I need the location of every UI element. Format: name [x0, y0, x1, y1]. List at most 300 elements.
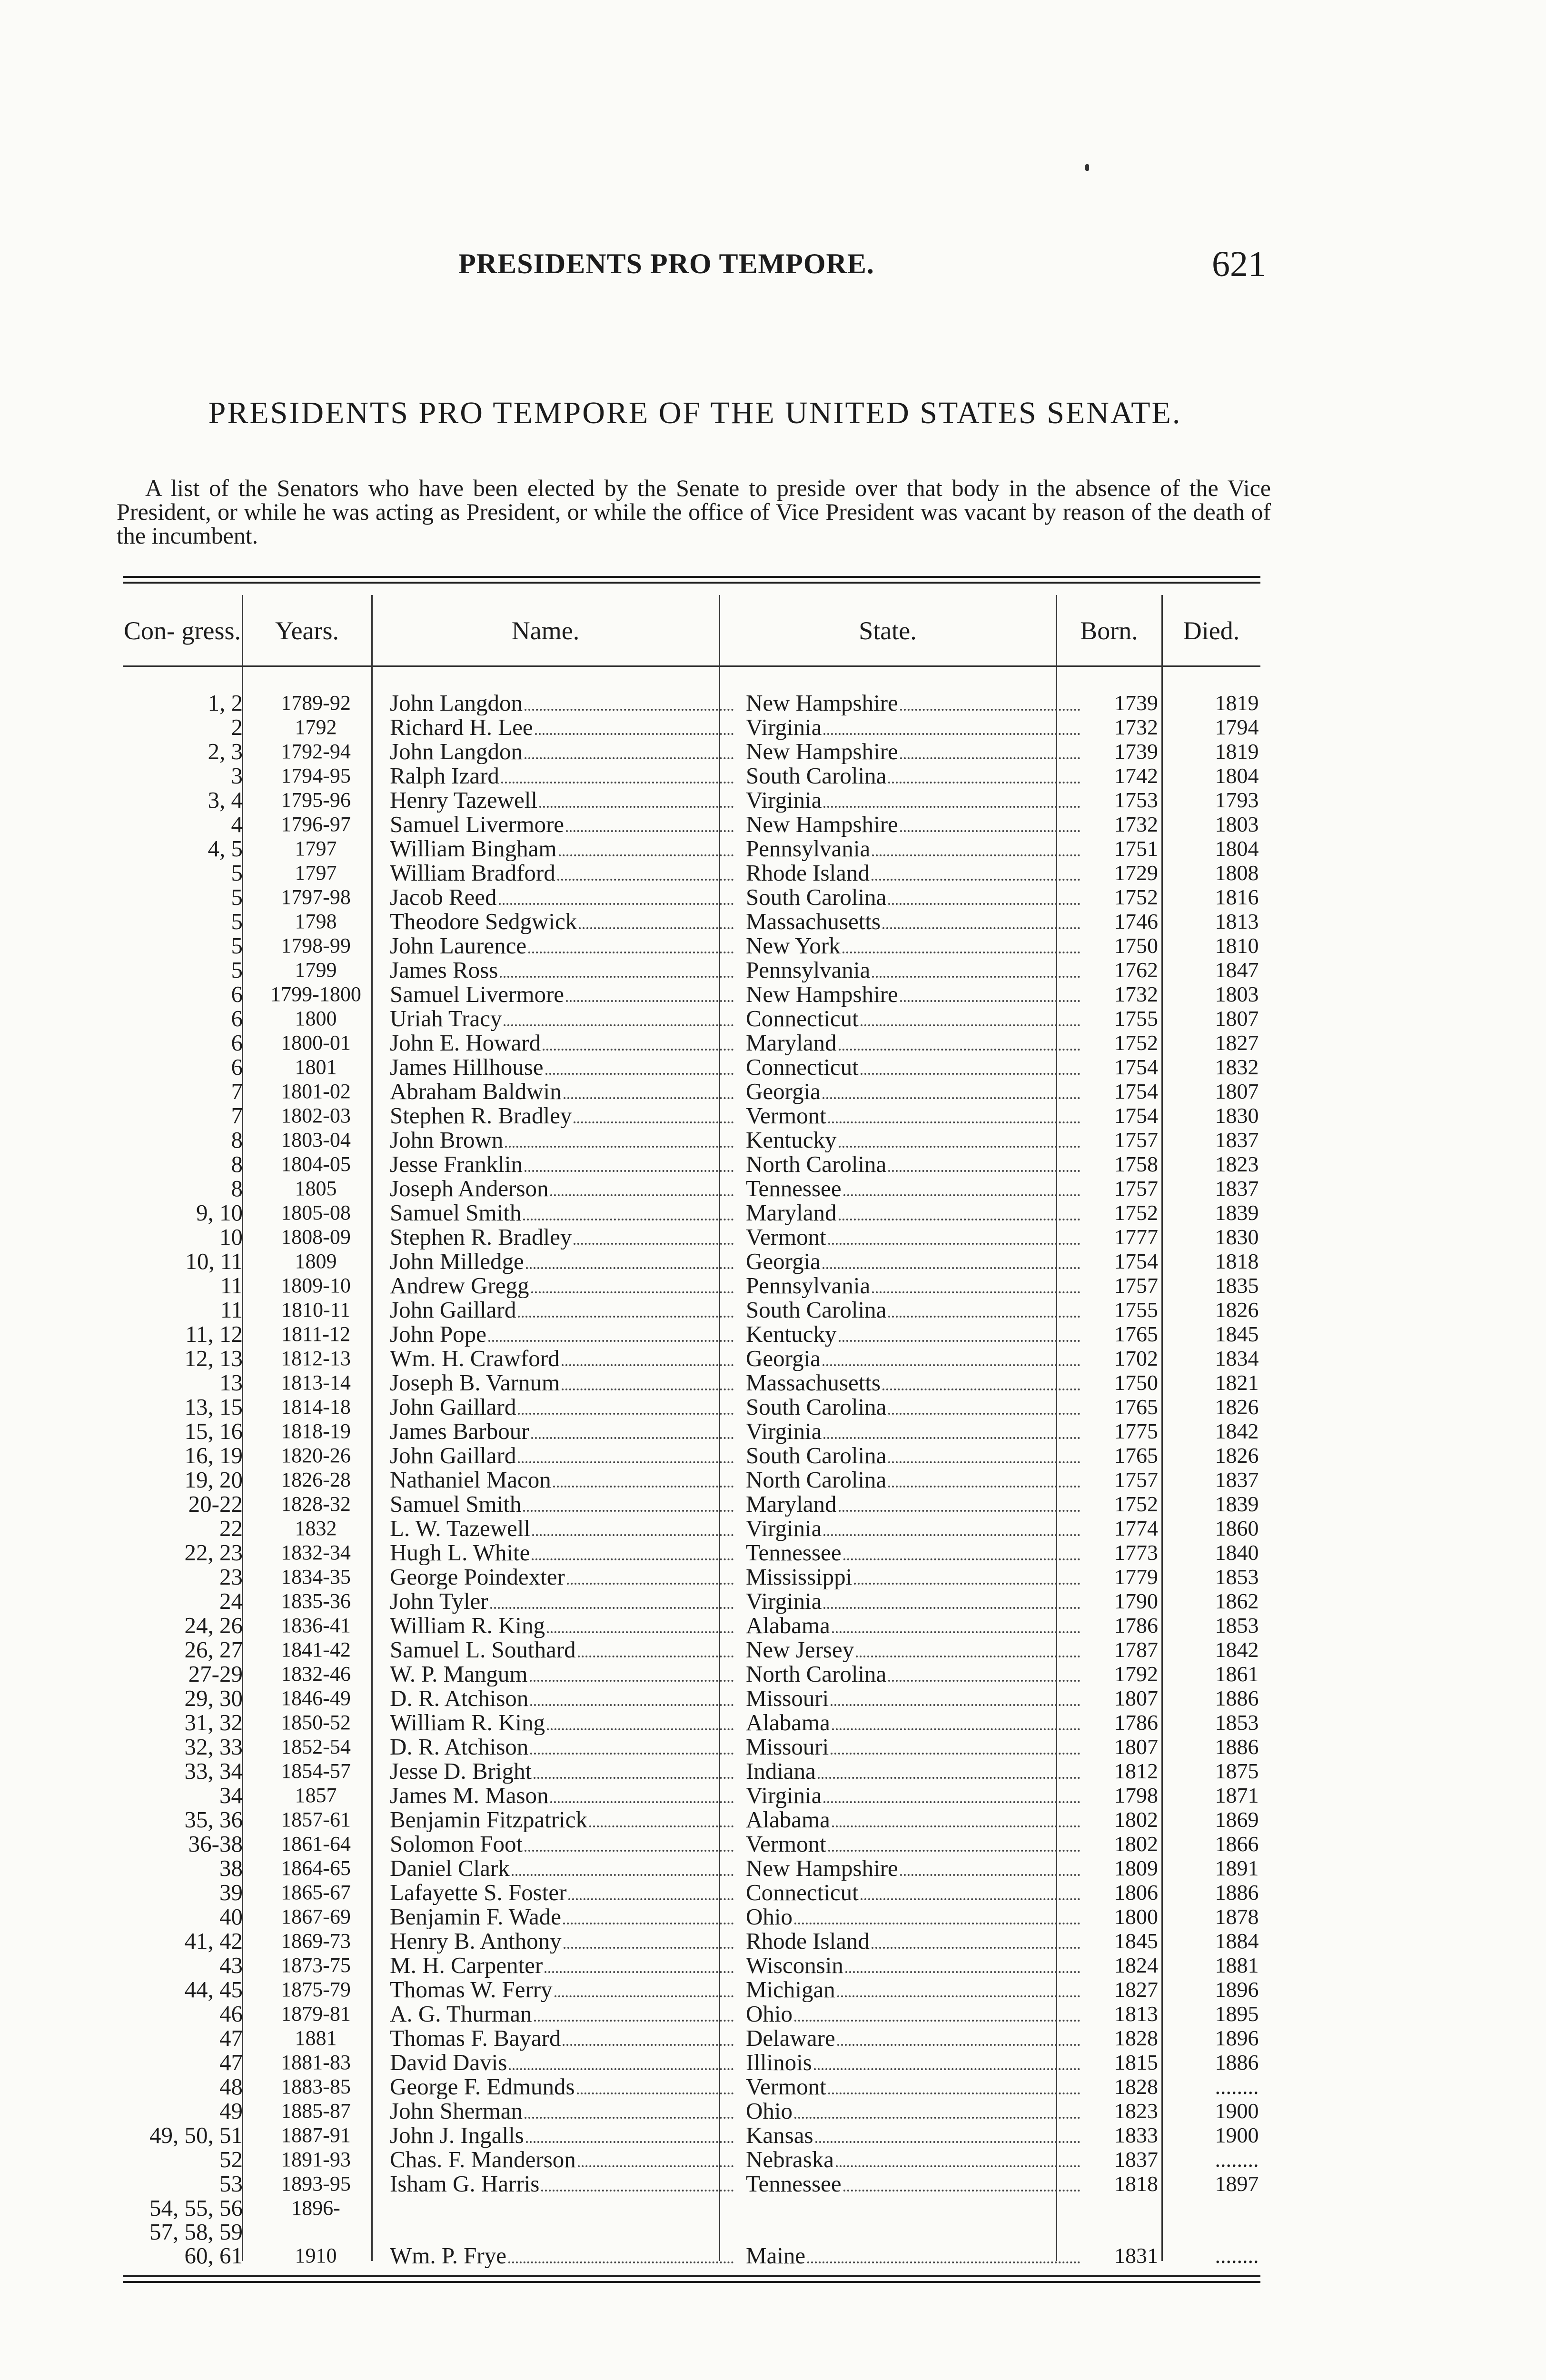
- state-cell: [737, 982, 1084, 1007]
- years-cell: 1805-08: [281, 1201, 351, 1224]
- years-cell: 1857-61: [281, 1808, 351, 1831]
- name-cell: [381, 1152, 737, 1177]
- table-row: [123, 1007, 1285, 1031]
- dot-leader: [888, 1680, 1080, 1682]
- years-cell: 1832: [295, 1517, 337, 1540]
- senator-name: John Sherman: [390, 2099, 523, 2123]
- congress-cell: 54, 55, 56: [149, 2196, 243, 2220]
- years-cell: 1835-36: [281, 1589, 351, 1613]
- senator-name: Abraham Baldwin: [390, 1080, 562, 1104]
- state-cell: [737, 1080, 1084, 1104]
- table-row: [123, 813, 1285, 837]
- dot-leader: [823, 1097, 1080, 1099]
- header-years: Years.: [275, 616, 339, 645]
- senator-name: James M. Mason: [390, 1784, 549, 1808]
- dot-leader: [518, 1413, 733, 1415]
- dot-leader: [815, 2141, 1080, 2143]
- table-row: [123, 2002, 1285, 2026]
- congress-cell: 5: [231, 958, 243, 982]
- congress-cell: 29, 30: [184, 1686, 243, 1711]
- born-cell: 1702: [1114, 1347, 1158, 1370]
- dot-leader: [861, 1024, 1080, 1026]
- years-cell: 1814-18: [281, 1395, 351, 1418]
- state-cell: [737, 1128, 1084, 1152]
- dot-leader: [512, 1874, 733, 1876]
- state-name: Vermont: [746, 2075, 826, 2099]
- died-cell: 1896: [1215, 2026, 1259, 2050]
- name-cell: [381, 1711, 737, 1735]
- senator-name: Joseph B. Varnum: [390, 1371, 560, 1395]
- dot-leader: [888, 1170, 1080, 1172]
- born-cell: 1828: [1114, 2075, 1158, 2099]
- state-name: South Carolina: [746, 764, 887, 788]
- state-name: Wisconsin: [746, 1954, 843, 1978]
- congress-cell: 8: [231, 1128, 243, 1152]
- table-row: [123, 1177, 1285, 1201]
- name-cell: [381, 1395, 737, 1419]
- dot-leader: [839, 1146, 1080, 1148]
- died-cell: 1862: [1215, 1589, 1259, 1613]
- state-cell: [737, 788, 1084, 813]
- born-cell: 1754: [1114, 1104, 1158, 1128]
- state-cell: [737, 1856, 1084, 1881]
- state-name: Kentucky: [746, 1322, 837, 1347]
- died-cell: 1896: [1215, 1978, 1259, 2002]
- state-name: Alabama: [746, 1808, 830, 1832]
- table-row: [123, 1444, 1285, 1468]
- dot-leader: [525, 2117, 733, 2119]
- table-row: [123, 1250, 1285, 1274]
- died-cell: 1832: [1215, 1055, 1259, 1079]
- congress-cell: 8: [231, 1177, 243, 1201]
- table-row: [123, 1152, 1285, 1177]
- name-cell: [381, 1735, 737, 1759]
- congress-cell: 47: [219, 2026, 243, 2051]
- years-cell: 1810-11: [281, 1298, 351, 1321]
- state-cell: [737, 2002, 1084, 2026]
- name-cell: [381, 1832, 737, 1856]
- years-cell: 1799-1800: [270, 982, 361, 1006]
- state-cell: [737, 1468, 1084, 1492]
- state-cell: [737, 1007, 1084, 1031]
- dot-leader: [888, 782, 1080, 783]
- top-rule: [123, 576, 1260, 578]
- born-cell: 1823: [1114, 2099, 1158, 2123]
- state-name: South Carolina: [746, 1444, 887, 1468]
- years-cell: 1804-05: [281, 1152, 351, 1176]
- congress-cell: 60, 61: [184, 2244, 243, 2268]
- table-row: [123, 1080, 1285, 1104]
- died-cell: [1189, 2196, 1285, 2220]
- name-cell: [381, 1444, 737, 1468]
- dot-leader: [872, 976, 1080, 978]
- senator-name: Andrew Gregg: [390, 1274, 529, 1298]
- state-cell: [737, 2026, 1084, 2051]
- born-cell: 1777: [1114, 1225, 1158, 1249]
- name-cell: [381, 1686, 737, 1711]
- state-name: Virginia: [746, 1784, 822, 1808]
- born-cell: 1757: [1114, 1274, 1158, 1298]
- years-cell: 1865-67: [281, 1881, 351, 1904]
- state-cell: [737, 1978, 1084, 2002]
- died-cell: 1845: [1215, 1322, 1259, 1346]
- congress-cell: 12, 13: [184, 1347, 243, 1371]
- dot-leader: [525, 1170, 733, 1172]
- died-cell: 1886: [1215, 1686, 1259, 1710]
- dot-leader: [823, 806, 1080, 808]
- congress-cell: 49, 50, 51: [149, 2123, 243, 2148]
- table-row: [123, 1686, 1285, 1711]
- congress-cell: 27-29: [188, 1662, 243, 1686]
- dot-leader: [900, 709, 1080, 711]
- senator-name: Samuel L. Southard: [390, 1638, 576, 1662]
- born-cell: 1807: [1114, 1686, 1158, 1710]
- died-cell: 1871: [1215, 1784, 1259, 1807]
- died-cell: 1837: [1215, 1468, 1259, 1492]
- state-name: Ohio: [746, 1905, 793, 1929]
- top-rule-thin: [123, 582, 1260, 584]
- died-cell: 1826: [1215, 1298, 1259, 1322]
- dot-leader: [567, 1583, 733, 1585]
- congress-cell: 26, 27: [184, 1638, 243, 1662]
- congress-cell: 6: [231, 982, 243, 1007]
- name-cell: [381, 910, 737, 934]
- dot-leader: [532, 1558, 733, 1560]
- born-cell: 1732: [1114, 813, 1158, 836]
- header-name: Name.: [511, 616, 580, 645]
- state-cell: [737, 1832, 1084, 1856]
- dot-leader: [547, 1631, 733, 1633]
- dot-leader: [525, 1850, 733, 1852]
- state-cell: [737, 740, 1084, 764]
- state-name: Maine: [746, 2244, 806, 2268]
- dot-leader: [532, 1534, 733, 1536]
- congress-cell: 3, 4: [208, 788, 243, 813]
- name-cell: [381, 1274, 737, 1298]
- born-cell: 1802: [1114, 1808, 1158, 1832]
- born-cell: 1806: [1114, 1881, 1158, 1904]
- born-cell: 1732: [1114, 715, 1158, 739]
- years-cell: 1836-41: [281, 1614, 351, 1637]
- congress-cell: 11: [220, 1298, 243, 1322]
- congress-cell: 2, 3: [208, 740, 243, 764]
- name-cell: [381, 2123, 737, 2148]
- congress-cell: 11: [220, 1274, 243, 1298]
- senator-name: John Tyler: [390, 1589, 488, 1614]
- died-cell: 1803: [1215, 982, 1259, 1006]
- dot-leader: [578, 1656, 733, 1657]
- years-cell: 1795-96: [281, 788, 351, 812]
- state-name: Georgia: [746, 1080, 821, 1104]
- state-name: Tennessee: [746, 1177, 842, 1201]
- born-cell: 1751: [1114, 837, 1158, 861]
- years-cell: 1846-49: [281, 1686, 351, 1710]
- state-name: Maryland: [746, 1201, 837, 1225]
- dot-leader: [501, 782, 733, 783]
- dot-leader: [888, 903, 1080, 905]
- state-name: Massachusetts: [746, 1371, 881, 1395]
- dot-leader: [499, 903, 734, 905]
- table-row: [123, 1784, 1285, 1808]
- state-cell: [737, 1492, 1084, 1517]
- state-name: Connecticut: [746, 1881, 859, 1905]
- table-row: [123, 910, 1285, 934]
- name-cell: [381, 1954, 737, 1978]
- years-cell: 1841-42: [281, 1638, 351, 1661]
- state-cell: [737, 910, 1084, 934]
- table-row: [123, 1541, 1285, 1565]
- page-number: 621: [1212, 244, 1266, 284]
- senator-name: Theodore Sedgwick: [390, 910, 577, 934]
- state-cell: [737, 2099, 1084, 2123]
- senator-name: Lafayette S. Foster: [390, 1881, 567, 1905]
- table-row: [123, 1055, 1285, 1080]
- dot-leader: [900, 1000, 1080, 1002]
- years-cell: 1797-98: [281, 885, 351, 909]
- congress-cell: 35, 36: [184, 1808, 243, 1832]
- dot-leader: [550, 1801, 733, 1803]
- died-cell: 1847: [1215, 958, 1259, 982]
- dot-leader: [550, 1194, 733, 1196]
- born-cell: 1775: [1114, 1419, 1158, 1443]
- congress-cell: 49: [219, 2099, 243, 2123]
- congress-cell: 24: [219, 1589, 243, 1614]
- dot-leader: [504, 1024, 733, 1026]
- dot-leader: [518, 1461, 733, 1463]
- table-row: [123, 1881, 1285, 1905]
- senator-name: George Poindexter: [390, 1565, 565, 1589]
- years-cell: 1850-52: [281, 1711, 351, 1734]
- name-cell: [381, 1905, 737, 1929]
- died-cell: 1819: [1215, 691, 1259, 715]
- dot-leader: [900, 1874, 1080, 1876]
- born-cell: 1800: [1114, 1905, 1158, 1929]
- senator-name: Isham G. Harris: [390, 2172, 540, 2196]
- died-cell: ........: [1215, 2148, 1259, 2172]
- name-cell: [381, 1856, 737, 1881]
- name-cell: [381, 1808, 737, 1832]
- dot-leader: [531, 1437, 733, 1439]
- state-name: Virginia: [746, 788, 822, 813]
- state-name: Rhode Island: [746, 861, 870, 885]
- state-name: Alabama: [746, 1711, 830, 1735]
- state-cell: [737, 1759, 1084, 1784]
- state-name: Pennsylvania: [746, 837, 871, 861]
- table-row: [123, 2196, 1285, 2220]
- name-cell: [381, 1298, 737, 1322]
- table-row: [123, 691, 1285, 715]
- dot-leader: [523, 1510, 733, 1512]
- congress-cell: 43: [219, 1954, 243, 1978]
- congress-cell: 10, 11: [185, 1250, 243, 1274]
- name-cell: [381, 1614, 737, 1638]
- table-row: [123, 982, 1285, 1007]
- congress-cell: 20-22: [188, 1492, 243, 1517]
- table-row: [123, 2172, 1285, 2196]
- state-name: Georgia: [746, 1347, 821, 1371]
- table-row: [123, 958, 1285, 982]
- years-cell: 1792-94: [281, 740, 351, 763]
- state-cell: [737, 1322, 1084, 1347]
- name-cell: [381, 1978, 737, 2002]
- table-row: [123, 740, 1285, 764]
- state-name: South Carolina: [746, 1395, 887, 1419]
- dot-leader: [900, 757, 1080, 759]
- born-cell: 1792: [1114, 1662, 1158, 1686]
- dot-leader: [839, 1510, 1080, 1512]
- state-cell: [737, 958, 1084, 982]
- running-head: PRESIDENTS PRO TEMPORE.: [458, 248, 874, 279]
- name-cell: [381, 1468, 737, 1492]
- died-cell: 1878: [1215, 1905, 1259, 1929]
- state-name: Alabama: [746, 1614, 830, 1638]
- table-row: [123, 1492, 1285, 1517]
- born-cell: 1815: [1114, 2051, 1158, 2074]
- years-cell: 1828-32: [281, 1492, 351, 1516]
- senator-name: David Davis: [390, 2051, 507, 2075]
- state-cell: [737, 1371, 1084, 1395]
- name-cell: [381, 958, 737, 982]
- congress-cell: 6: [231, 1007, 243, 1031]
- dot-leader: [872, 879, 1080, 881]
- dot-leader: [574, 1121, 733, 1123]
- state-cell: [737, 1686, 1084, 1711]
- senator-name: William Bradford: [390, 861, 555, 885]
- state-cell: [737, 1395, 1084, 1419]
- table-row: [123, 1978, 1285, 2002]
- state-cell: [737, 1152, 1084, 1177]
- state-cell: [737, 813, 1084, 837]
- state-name: Missouri: [746, 1735, 829, 1759]
- dot-leader: [823, 1534, 1080, 1536]
- died-cell: 1853: [1215, 1614, 1259, 1637]
- born-cell: 1752: [1114, 885, 1158, 909]
- state-cell: [737, 2051, 1084, 2075]
- born-cell: 1752: [1114, 1201, 1158, 1225]
- born-cell: 1845: [1114, 1929, 1158, 1953]
- senator-name: Hugh L. White: [390, 1541, 530, 1565]
- state-name: Pennsylvania: [746, 958, 871, 982]
- born-cell: 1739: [1114, 691, 1158, 715]
- died-cell: 1886: [1215, 2051, 1259, 2074]
- state-name: Ohio: [746, 2099, 793, 2123]
- congress-cell: 6: [231, 1031, 243, 1055]
- born-cell: 1818: [1114, 2172, 1158, 2196]
- born-cell: 1746: [1114, 910, 1158, 933]
- congress-cell: 57, 58, 59: [149, 2220, 243, 2244]
- name-cell: [381, 1250, 737, 1274]
- table-row: [123, 1347, 1285, 1371]
- state-cell: [737, 1905, 1084, 1929]
- dot-leader: [882, 927, 1080, 929]
- stray-mark: [1085, 164, 1089, 171]
- name-cell: [381, 1031, 737, 1055]
- state-cell: [737, 1347, 1084, 1371]
- senator-name: Thomas F. Bayard: [390, 2026, 561, 2051]
- dot-leader: [577, 2092, 733, 2094]
- name-cell: [381, 1492, 737, 1517]
- years-cell: 1808-09: [281, 1225, 351, 1249]
- congress-cell: 19, 20: [184, 1468, 243, 1492]
- years-cell: 1794-95: [281, 764, 351, 787]
- born-cell: [1084, 2196, 1189, 2220]
- dot-leader: [545, 1073, 733, 1075]
- dot-leader: [861, 1073, 1080, 1075]
- years-cell: 1809: [295, 1250, 337, 1273]
- died-cell: 1818: [1215, 1250, 1259, 1273]
- state-name: Indiana: [746, 1759, 816, 1784]
- congress-cell: 47: [219, 2051, 243, 2075]
- born-cell: 1779: [1114, 1565, 1158, 1589]
- born-cell: 1812: [1114, 1759, 1158, 1783]
- state-cell: [737, 1954, 1084, 1978]
- dot-leader: [888, 1413, 1080, 1415]
- years-cell: 1893-95: [281, 2172, 351, 2195]
- dot-leader: [839, 1049, 1080, 1051]
- state-name: North Carolina: [746, 1662, 887, 1686]
- table-row: [123, 1468, 1285, 1492]
- died-cell: 1830: [1215, 1225, 1259, 1249]
- born-cell: 1813: [1114, 2002, 1158, 2026]
- died-cell: 1804: [1215, 837, 1259, 861]
- state-cell: [737, 1614, 1084, 1638]
- dot-leader: [508, 2261, 733, 2263]
- senator-name: Ralph Izard: [390, 764, 499, 788]
- dot-leader: [547, 1728, 733, 1730]
- years-cell: 1797: [295, 861, 337, 884]
- senator-name: D. R. Atchison: [390, 1686, 529, 1711]
- table-row: [123, 1201, 1285, 1225]
- dot-leader: [831, 1753, 1080, 1755]
- senator-name: Jesse D. Bright: [390, 1759, 532, 1784]
- name-cell: [381, 1784, 737, 1808]
- senator-name: John E. Howard: [390, 1031, 541, 1055]
- state-cell: [737, 1298, 1084, 1322]
- senator-name: John Gaillard: [390, 1298, 516, 1322]
- congress-cell: 23: [219, 1565, 243, 1589]
- dot-leader: [564, 1097, 733, 1099]
- header-rule: [123, 665, 1260, 667]
- state-name: South Carolina: [746, 885, 887, 910]
- state-name: Missouri: [746, 1686, 829, 1711]
- dot-leader: [589, 1825, 733, 1827]
- died-cell: 1839: [1215, 1201, 1259, 1225]
- congress-cell: 5: [231, 934, 243, 958]
- dot-leader: [814, 2068, 1080, 2070]
- years-cell: [250, 2220, 381, 2244]
- senator-name: Jacob Reed: [390, 885, 497, 910]
- born-cell: 1762: [1114, 958, 1158, 982]
- senator-name: James Ross: [390, 958, 498, 982]
- table-row: [123, 1614, 1285, 1638]
- born-cell: 1773: [1114, 1541, 1158, 1565]
- table-row: [123, 2026, 1285, 2051]
- state-cell: [737, 1541, 1084, 1565]
- state-cell: [737, 691, 1084, 715]
- state-name: Kentucky: [746, 1128, 837, 1152]
- name-cell: [381, 2051, 737, 2075]
- senator-name: John Gaillard: [390, 1395, 516, 1419]
- senator-name: Benjamin F. Wade: [390, 1905, 562, 1929]
- dot-leader: [882, 1388, 1080, 1390]
- dot-leader: [557, 879, 733, 881]
- died-cell: 1793: [1215, 788, 1259, 812]
- name-cell: [381, 2026, 737, 2051]
- senator-name: John J. Ingalls: [390, 2123, 524, 2148]
- dot-leader: [523, 1219, 733, 1220]
- table-row: [123, 1929, 1285, 1954]
- state-cell: [737, 1929, 1084, 1954]
